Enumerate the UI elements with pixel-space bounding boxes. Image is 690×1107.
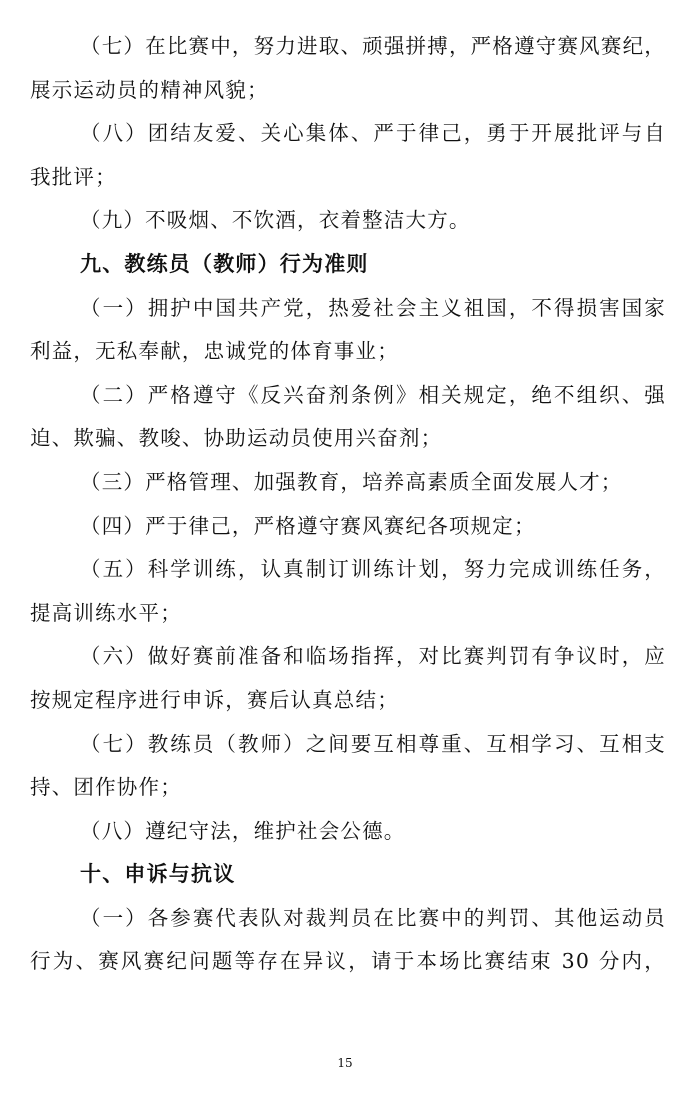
paragraph-line: （八）团结友爱、关心集体、严于律己，勇于开展批评与自 xyxy=(80,121,666,146)
paragraph-line: 行为、赛风赛纪问题等存在异议，请于本场比赛结束 30 分内， xyxy=(30,949,666,974)
paragraph-line: 迫、欺骗、教唆、协助运动员使用兴奋剂； xyxy=(30,426,443,451)
paragraph-line: （一）拥护中国共产党，热爱社会主义祖国，不得损害国家 xyxy=(80,295,666,320)
paragraph-line: 展示运动员的精神风貌； xyxy=(30,77,269,102)
paragraph-line: 利益，无私奉献，忠诚党的体育事业； xyxy=(30,339,399,364)
paragraph-line: （九）不吸烟、不饮酒，衣着整洁大方。 xyxy=(80,208,471,233)
paragraph-line: （二）严格遵守《反兴奋剂条例》相关规定，绝不组织、强 xyxy=(80,382,666,407)
paragraph-line: 我批评； xyxy=(30,164,117,189)
paragraph-line: （六）做好赛前准备和临场指挥，对比赛判罚有争议时，应 xyxy=(80,644,666,669)
section-heading: 十、申诉与抗议 xyxy=(80,862,236,887)
page-number: 15 xyxy=(337,1056,353,1070)
paragraph-line: 提高训练水平； xyxy=(30,600,182,625)
document-body xyxy=(30,25,666,984)
section-heading: 九、教练员（教师）行为准则 xyxy=(80,251,369,276)
paragraph-line: 按规定程序进行申诉，赛后认真总结； xyxy=(30,687,399,712)
paragraph-line: （八）遵纪守法，维护社会公德。 xyxy=(80,818,406,843)
paragraph-line: （七）在比赛中，努力进取、顽强拼搏，严格遵守赛风赛纪， xyxy=(80,34,666,58)
paragraph-line: （三）严格管理、加强教育，培养高素质全面发展人才； xyxy=(80,469,623,494)
paragraph-line: （五）科学训练，认真制订训练计划，努力完成训练任务， xyxy=(80,557,666,582)
paragraph-line: 持、团作协作； xyxy=(30,775,182,800)
paragraph-line: （一）各参赛代表队对裁判员在比赛中的判罚、其他运动员 xyxy=(80,905,666,930)
paragraph-line: （四）严于律己，严格遵守赛风赛纪各项规定； xyxy=(80,513,536,538)
paragraph-line: （七）教练员（教师）之间要互相尊重、互相学习、互相支 xyxy=(80,731,666,756)
